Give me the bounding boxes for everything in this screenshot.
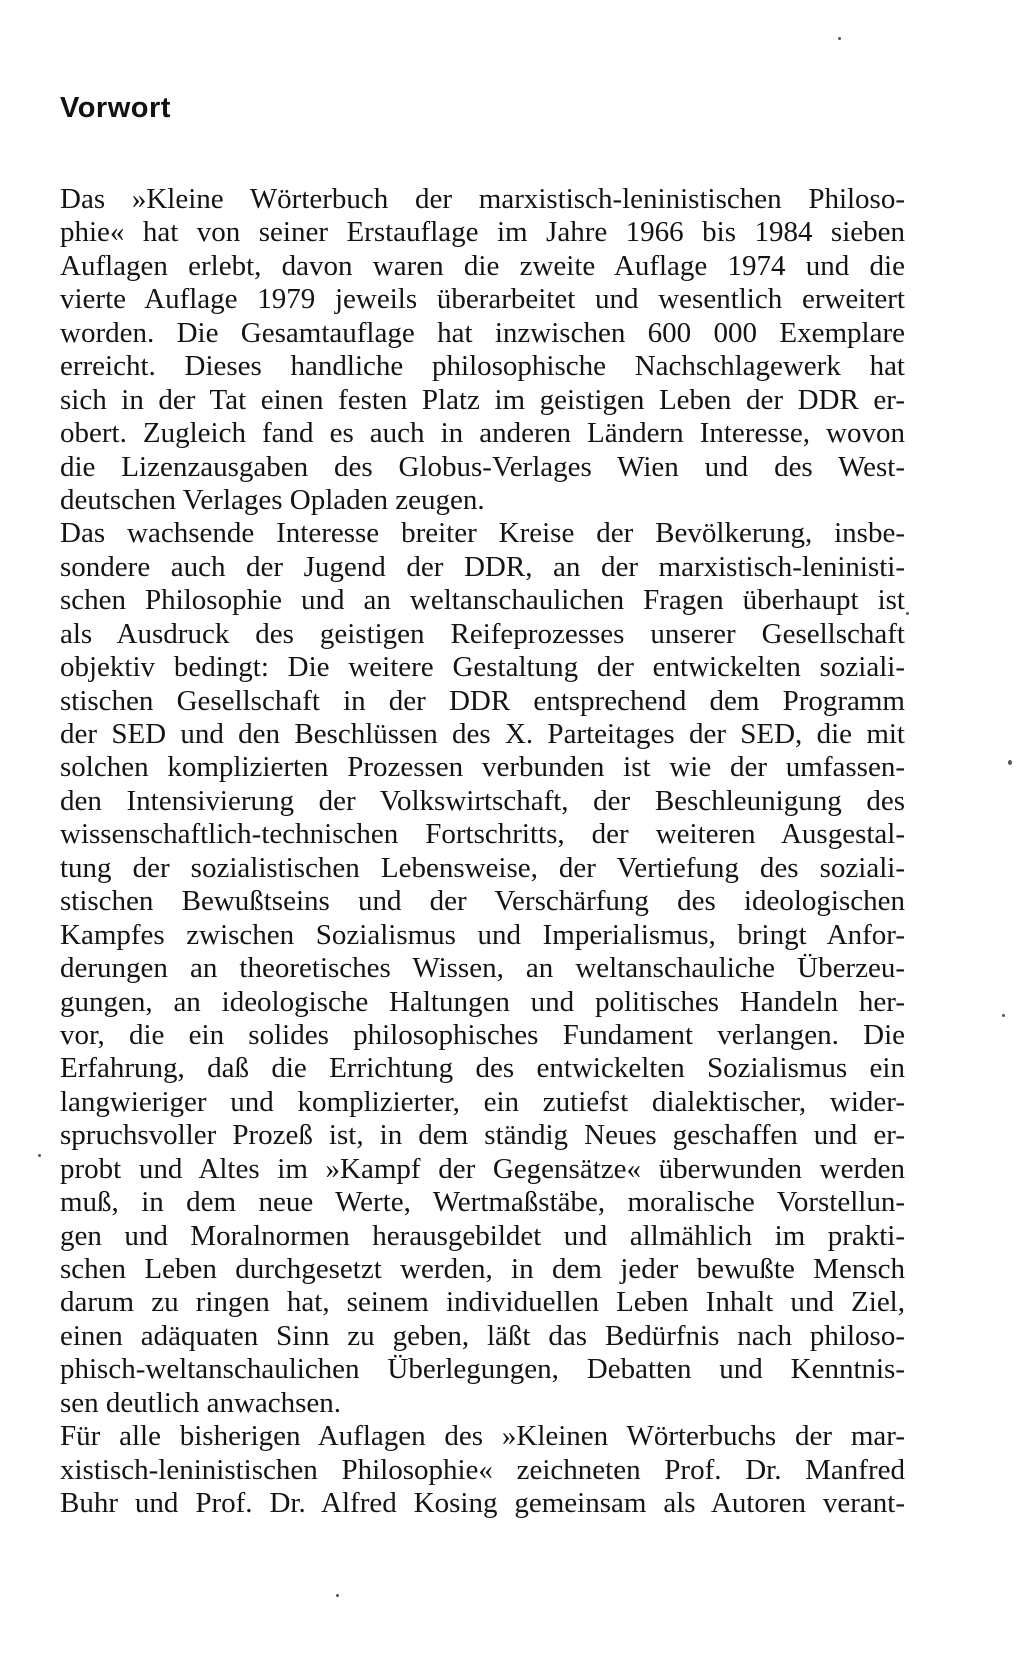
text-line: Das »Kleine Wörterbuch der marxistisch-leninistischen Philoso- bbox=[60, 183, 905, 215]
text-line: sondere auch der Jugend der DDR, an der marxistisch-leninisti- bbox=[60, 550, 905, 583]
text-line: gungen, an ideologische Haltungen und politisches Handeln her- bbox=[60, 985, 905, 1018]
text-line: xistisch-leninistischen Philosophie« zeichneten Prof. Dr. Manfred bbox=[60, 1453, 905, 1486]
scan-speck bbox=[906, 612, 909, 615]
scan-speck bbox=[838, 37, 841, 40]
text-line: einen adäquaten Sinn zu geben, läßt das Bedürfnis nach philoso- bbox=[60, 1319, 905, 1352]
text-line: phisch-weltanschaulichen Überlegungen, Debatten und Kenntnis- bbox=[60, 1353, 905, 1386]
text-line: worden. Die Gesamtauflage hat inzwischen 600 000 Exemplare bbox=[60, 316, 905, 349]
text-line: langwieriger und komplizierter, ein zutiefst dialektischer, wider- bbox=[60, 1085, 905, 1118]
text-line: stischen Bewußtseins und der Verschärfung des ideologischen bbox=[60, 885, 905, 918]
text-line: Kampfes zwischen Sozialismus und Imperialismus, bringt Anfor- bbox=[60, 918, 905, 951]
scan-speck bbox=[1002, 1014, 1005, 1017]
text-line: gen und Moralnormen herausgebildet und allmählich im prakti- bbox=[60, 1219, 905, 1252]
body-text bbox=[60, 183, 905, 1521]
scan-speck bbox=[336, 1594, 339, 1597]
chapter-heading: Vorwort bbox=[60, 92, 171, 124]
text-line: muß, in dem neue Werte, Wertmaßstäbe, moralische Vorstellun- bbox=[60, 1186, 905, 1219]
scan-speck bbox=[38, 1154, 41, 1157]
text-line: stischen Gesellschaft in der DDR entsprechend dem Programm bbox=[60, 684, 905, 717]
text-line: darum zu ringen hat, seinem individuellen Leben Inhalt und Ziel, bbox=[60, 1286, 905, 1319]
scan-speck bbox=[1008, 760, 1012, 765]
text-line: Auflagen erlebt, davon waren die zweite Auflage 1974 und die bbox=[60, 249, 905, 282]
text-line: die Lizenzausgaben des Globus-Verlages Wien und des West- bbox=[60, 450, 905, 483]
text-line: wissenschaftlich-technischen Fortschritts, der weiteren Ausgestal- bbox=[60, 818, 905, 851]
text-line: tung der sozialistischen Lebensweise, der Vertiefung des soziali- bbox=[60, 851, 905, 884]
text-line: der SED und den Beschlüssen des X. Parteitages der SED, die mit bbox=[60, 718, 905, 750]
text-line: vor, die ein solides philosophisches Fundament verlangen. Die bbox=[60, 1018, 905, 1051]
text-line: derungen an theoretisches Wissen, an weltanschauliche Überzeu- bbox=[60, 952, 905, 985]
text-line: solchen komplizierten Prozessen verbunden ist wie der umfassen- bbox=[60, 751, 905, 784]
text-line: schen Philosophie und an weltanschaulichen Fragen überhaupt ist bbox=[60, 584, 905, 617]
text-line: Das wachsende Interesse breiter Kreise der Bevölkerung, insbe- bbox=[60, 517, 905, 550]
text-line: probt und Altes im »Kampf der Gegensätze« überwunden werden bbox=[60, 1152, 905, 1185]
text-line: phie« hat von seiner Erstauflage im Jahre 1966 bis 1984 sieben bbox=[60, 216, 905, 249]
text-line: Buhr und Prof. Dr. Alfred Kosing gemeinsam als Autoren verant- bbox=[60, 1487, 905, 1520]
text-line: vierte Auflage 1979 jeweils überarbeitet und wesentlich erweitert bbox=[60, 283, 905, 316]
text-line: objektiv bedingt: Die weitere Gestaltung der entwickelten soziali- bbox=[60, 651, 905, 684]
text-line: Für alle bisherigen Auflagen des »Kleinen Wörterbuchs der mar- bbox=[60, 1420, 905, 1453]
text-line: spruchsvoller Prozeß ist, in dem ständig Neues geschaffen und er- bbox=[60, 1119, 905, 1152]
text-line: schen Leben durchgesetzt werden, in dem jeder bewußte Mensch bbox=[60, 1253, 905, 1285]
text-line: sich in der Tat einen festen Platz im geistigen Leben der DDR er- bbox=[60, 383, 905, 416]
text-line: den Intensivierung der Volkswirtschaft, der Beschleunigung des bbox=[60, 784, 905, 817]
text-line: als Ausdruck des geistigen Reifeprozesses unserer Gesellschaft bbox=[60, 617, 905, 650]
text-line: deutschen Verlages Opladen zeugen. bbox=[60, 483, 485, 516]
text-line: erreicht. Dieses handliche philosophische Nachschlagewerk hat bbox=[60, 350, 905, 383]
text-line: Erfahrung, daß die Errichtung des entwickelten Sozialismus ein bbox=[60, 1052, 905, 1085]
text-line: sen deutlich anwachsen. bbox=[60, 1386, 342, 1419]
text-line: obert. Zugleich fand es auch in anderen Ländern Interesse, wovon bbox=[60, 417, 905, 450]
